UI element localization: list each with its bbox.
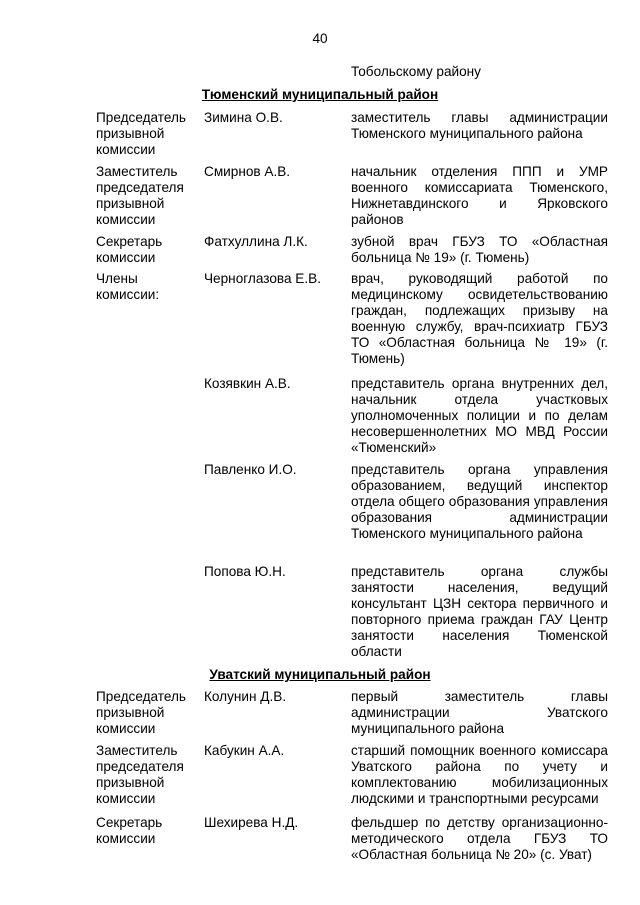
- member-name: Колунин Д.В.: [204, 689, 287, 704]
- member-description: представитель органа внутренних дел, начальник отдела участковых уполномоченных полиции и по делам несовершеннолетних МО МВД России «Тюменский»: [351, 376, 608, 455]
- member-description: врач, руководящий работой по медицинскому освидетельствованию граждан, подлежащих призыву на военную службу, врач-психиатр ГБУЗ ТО «Областная больница № 19» (г. Тюмень): [351, 271, 608, 366]
- role-label: Заместитель председателя призывной комиссии: [96, 743, 184, 806]
- member-description: начальник отделения ППП и УМР военного комиссариата Тюменского, Нижнетавдинского и Ярковского районов: [351, 164, 608, 227]
- member-description: первый заместитель главы администрации Уватского муниципального района: [351, 689, 608, 736]
- member-description: зубной врач ГБУЗ ТО «Областная больница № 19» (г. Тюмень): [351, 234, 608, 265]
- continuation-text: Тобольскому району: [351, 64, 481, 79]
- member-name: Фатхуллина Л.К.: [204, 234, 308, 249]
- role-label: Члены комиссии:: [96, 271, 160, 302]
- member-name: Кабукин А.А.: [204, 743, 285, 758]
- section-heading: Тюменский муниципальный район: [201, 87, 439, 102]
- member-name: Черноглазова Е.В.: [204, 271, 321, 286]
- member-name: Попова Ю.Н.: [204, 564, 286, 579]
- member-name: Павленко И.О.: [204, 462, 297, 477]
- member-description: представитель органа управления образованием, ведущий инспектор отдела общего образования управления образования администрации Тюменского муниципального района: [351, 462, 608, 541]
- member-description: представитель органа службы занятости населения, ведущий консультант ЦЗН сектора первичного и повторного приема граждан ГАУ Центр занятости населения Тюменской области: [351, 564, 608, 659]
- role-label: Секретарь комиссии: [96, 234, 163, 265]
- role-label: Председатель призывной комиссии: [96, 110, 186, 157]
- member-name: Козявкин А.В.: [204, 376, 291, 391]
- role-label: Секретарь комиссии: [96, 815, 163, 846]
- member-name: Смирнов А.В.: [204, 164, 291, 179]
- page-number: 40: [312, 31, 328, 46]
- section-heading: Уватский муниципальный район: [209, 667, 431, 682]
- member-name: Шехирева Н.Д.: [204, 815, 299, 830]
- role-label: Заместитель председателя призывной комиссии: [96, 164, 184, 227]
- member-description: старший помощник военного комиссара Уватского района по учету и комплектованию мобилизационных людскими и транспортными ресурсами: [351, 743, 608, 806]
- role-label: Председатель призывной комиссии: [96, 689, 186, 736]
- member-description: заместитель главы администрации Тюменского муниципального района: [351, 110, 608, 141]
- member-name: Зимина О.В.: [204, 110, 283, 125]
- member-description: фельдшер по детству организационно-методического отдела ГБУЗ ТО «Областная больница № 20» (с. Уват): [351, 815, 608, 862]
